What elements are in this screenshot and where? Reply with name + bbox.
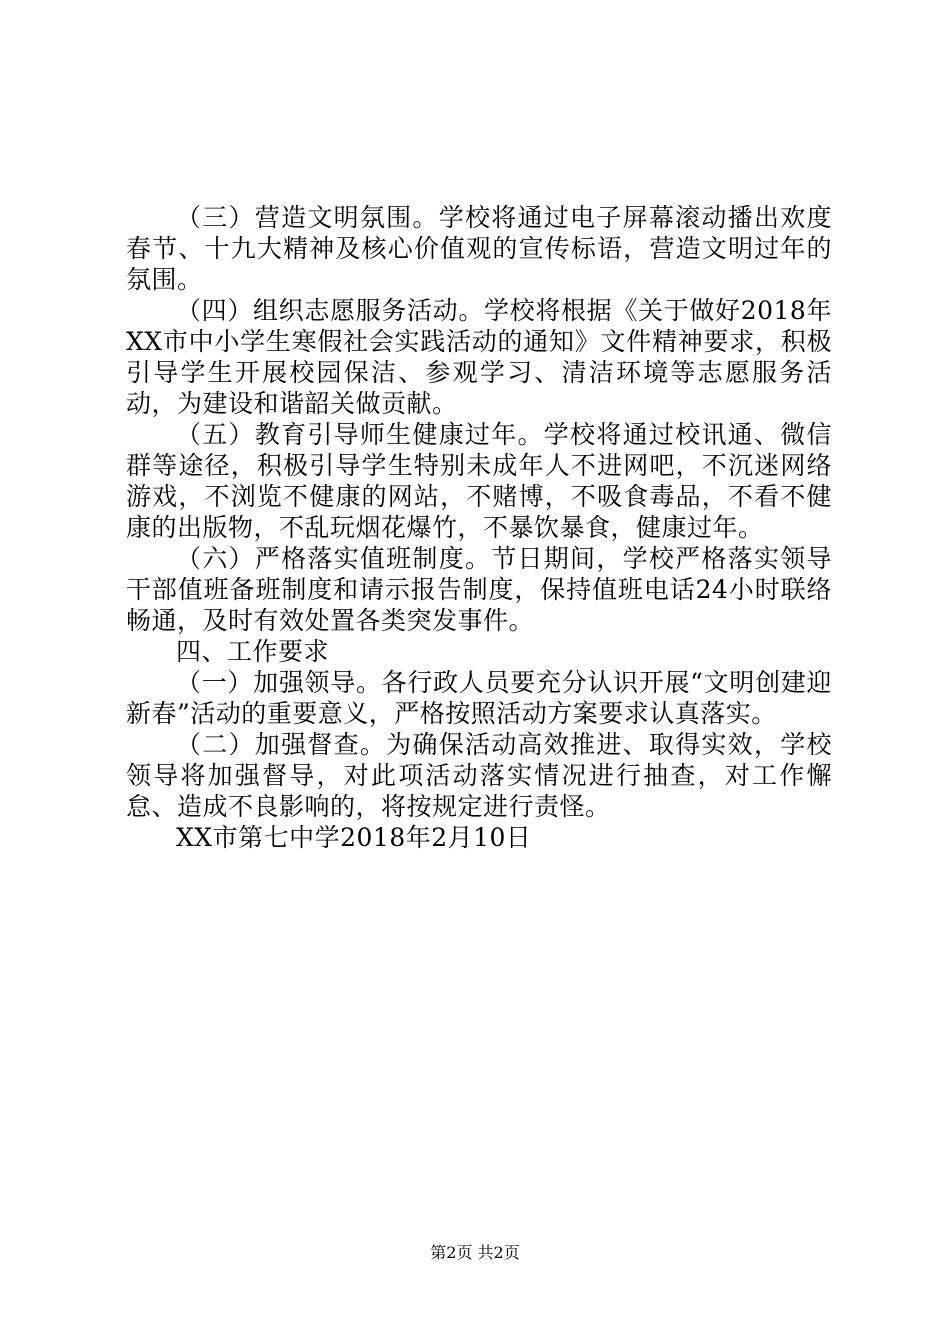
paragraph-strengthen-supervision: （二）加强督查。为确保活动高效推进、取得实效，学校领导将加强督导，对此项活动落实情况进行抽查，对工作懈怠、造成不良影响的，将按规定进行责怪。 <box>126 730 832 821</box>
paragraph-strengthen-leadership: （一）加强领导。各行政人员要充分认识开展“文明创建迎新春”活动的重要意义，严格按照活动方案要求认真落实。 <box>126 668 832 728</box>
paragraph-duty-system: （六）严格落实值班制度。节日期间，学校严格落实领导干部值班备班制度和请示报告制度，保持值班电话24小时联络畅通，及时有效处置各类突发事件。 <box>126 544 832 635</box>
page-footer <box>0 1243 950 1263</box>
paragraph-create-civilized-atmosphere: （三）营造文明氛围。学校将通过电子屏幕滚动播出欢度春节、十九大精神及核心价值观的宣传标语，营造文明过年的氛围。 <box>126 203 832 294</box>
page-number-label: 第2页 共2页 <box>430 1243 520 1262</box>
section-heading-work-requirements: 四、工作要求 <box>176 637 330 666</box>
document-body <box>126 202 832 853</box>
paragraph-volunteer-service: （四）组织志愿服务活动。学校将根据《关于做好2018年XX市中小学生寒假社会实践活动的通知》文件精神要求，积极引导学生开展校园保洁、参观学习、清洁环境等志愿服务活动，为建设和谐韶关做贡献。 <box>126 296 832 418</box>
paragraph-healthy-new-year: （五）教育引导师生健康过年。学校将通过校讯通、微信群等途径，积极引导学生特别未成年人不进网吧，不沉迷网络游戏，不浏览不健康的网站，不赌博，不吸食毒品，不看不健康的出版物，不乱玩烟花爆竹，不暴饮暴食，健康过年。 <box>126 420 832 542</box>
signature-date-line: XX市第七中学2018年2月10日 <box>176 823 532 852</box>
